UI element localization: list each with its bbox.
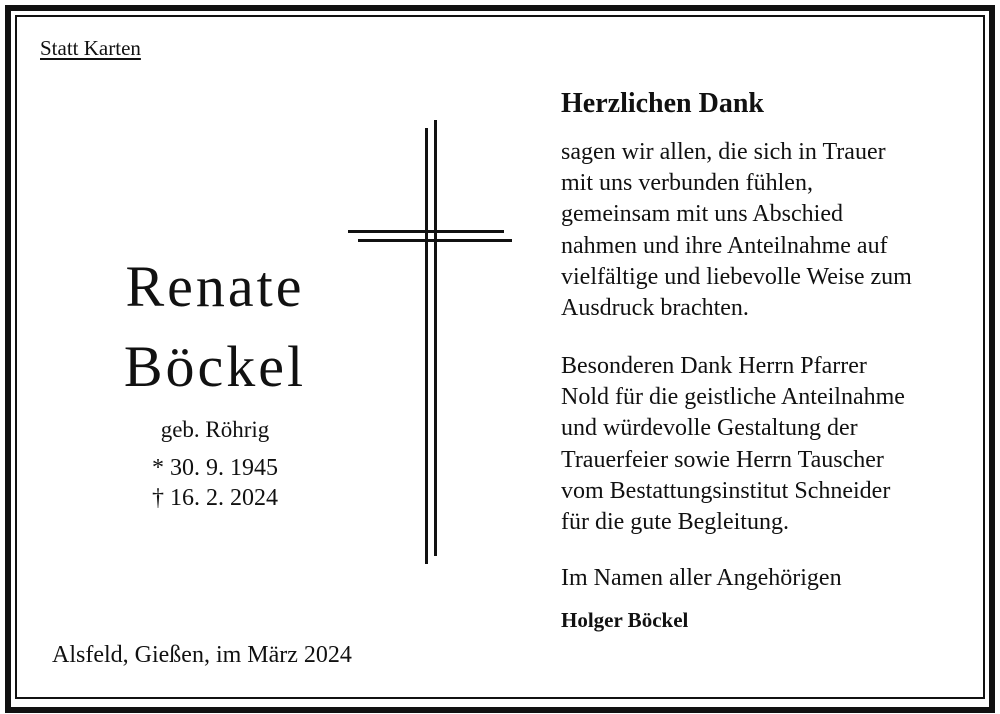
deceased-first-name: Renate bbox=[125, 254, 305, 319]
text-line: gemeinsam mit uns Abschied bbox=[561, 201, 843, 228]
cross-icon bbox=[340, 120, 520, 570]
text-line: vom Bestattungsinstitut Schneider bbox=[561, 477, 891, 504]
text-line: und würdevolle Gestaltung der bbox=[561, 415, 858, 442]
text-line: für die gute Begleitung. bbox=[561, 509, 789, 536]
death-date: † 16. 2. 2024 bbox=[152, 485, 278, 511]
thanks-heading: Herzlichen Dank bbox=[561, 88, 764, 119]
cross-vertical-line bbox=[434, 120, 437, 556]
maiden-name: geb. Röhrig bbox=[160, 417, 270, 442]
cross-vertical-line bbox=[425, 128, 428, 564]
thanks-paragraph-2 bbox=[561, 351, 961, 538]
text-line: Besonderen Dank Herrn Pfarrer bbox=[561, 353, 867, 379]
text-line: mit uns verbunden fühlen, bbox=[561, 170, 813, 197]
statt-karten-label: Statt Karten bbox=[40, 36, 141, 60]
place-date: Alsfeld, Gießen, im März 2024 bbox=[52, 642, 352, 668]
cross-horizontal-line bbox=[348, 230, 504, 233]
thanks-paragraph-1 bbox=[561, 137, 961, 324]
text-line: Ausdruck brachten. bbox=[561, 295, 749, 322]
birth-date: * 30. 9. 1945 bbox=[152, 455, 278, 481]
text-line: Trauerfeier sowie Herrn Tauscher bbox=[561, 446, 884, 473]
text-line: Nold für die geistliche Anteilnahme bbox=[561, 384, 905, 411]
cross-horizontal-line bbox=[358, 239, 512, 242]
signer-name: Holger Böckel bbox=[561, 608, 689, 632]
deceased-last-name: Böckel bbox=[123, 334, 307, 399]
text-line: nahmen und ihre Anteilnahme auf bbox=[561, 232, 888, 259]
text-line: sagen wir allen, die sich in Trauer bbox=[561, 139, 886, 165]
closing-line: Im Namen aller Angehörigen bbox=[561, 565, 842, 591]
text-line: vielfältige und liebevolle Weise zum bbox=[561, 263, 912, 290]
